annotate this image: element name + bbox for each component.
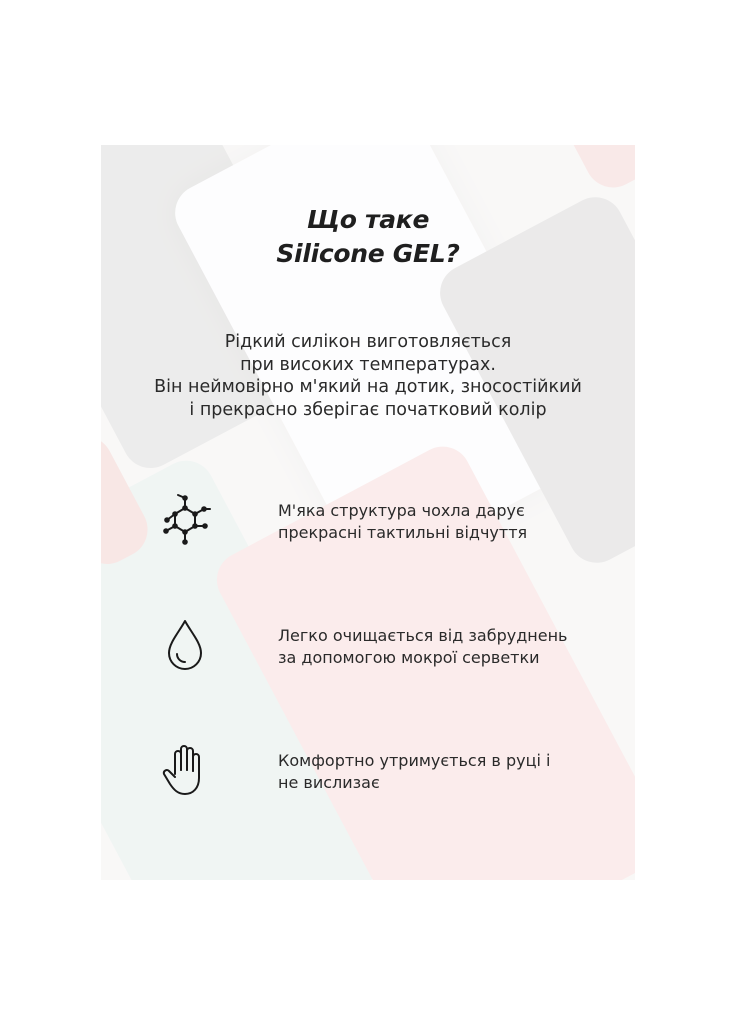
headline-line-1: Що таке bbox=[306, 205, 430, 234]
feature-line-1: М'яка структура чохла дарує bbox=[278, 501, 525, 520]
intro-line-4: і прекрасно зберігає початковий колір bbox=[189, 399, 547, 420]
feature-line-2: за допомогою мокрої серветки bbox=[278, 648, 540, 667]
feature-line-2: не вислизає bbox=[278, 773, 380, 792]
feature-text bbox=[278, 625, 567, 669]
feature-text bbox=[278, 500, 527, 544]
intro-paragraph bbox=[101, 331, 635, 421]
intro-line-2: при високих температурах. bbox=[240, 354, 496, 375]
headline-line-2: Silicone GEL? bbox=[276, 239, 460, 268]
water-drop-icon bbox=[155, 615, 215, 675]
feature-line-1: Комфортно утримується в руці і bbox=[278, 751, 551, 770]
promo-card bbox=[101, 145, 635, 880]
intro-line-1: Рідкий силікон виготовляється bbox=[224, 332, 512, 352]
hand-icon bbox=[155, 740, 215, 800]
headline bbox=[101, 203, 635, 271]
intro-line-3: Він неймовірно м'який на дотик, зносостійкий bbox=[154, 377, 582, 397]
feature-text bbox=[278, 750, 550, 794]
molecule-icon bbox=[155, 490, 215, 550]
feature-line-2: прекрасні тактильні відчуття bbox=[278, 523, 528, 542]
feature-line-1: Легко очищається від забруднень bbox=[278, 626, 568, 645]
